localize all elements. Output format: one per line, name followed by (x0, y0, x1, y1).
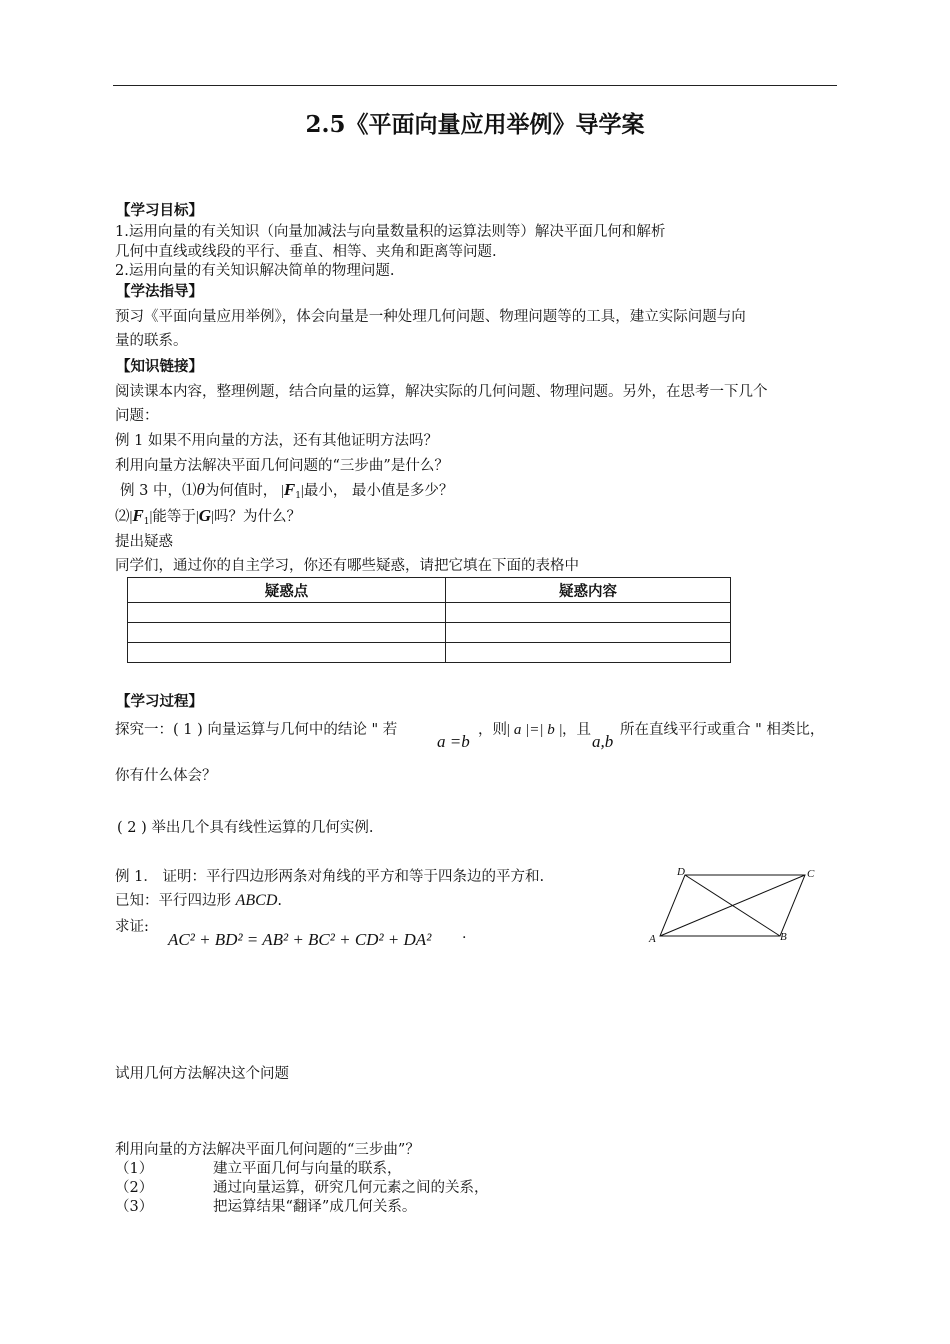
explore-1-then: ，则 (478, 722, 507, 738)
q3-pre: 例 3 中，⑴ (120, 483, 197, 499)
vectors-a-b: a,b (592, 732, 614, 751)
given (115, 891, 282, 911)
links-heading: 【知识链接】 (116, 358, 203, 375)
step-2-num: （2） (115, 1180, 154, 1196)
vertex-label-b: B (780, 931, 787, 943)
table-cell[interactable] (128, 603, 446, 623)
step-1-text: 建立平面几何与向量的联系， (213, 1161, 402, 1177)
goals-line-1a: 1.运用向量的有关知识（向量加减法与向量数量积的运算法则等）解决平面几何和解析 (115, 224, 666, 240)
geometric-method: 试用几何方法解决这个问题 (115, 1066, 289, 1082)
top-rule (113, 85, 837, 86)
given-abcd: ABCD (235, 892, 278, 909)
parallelogram-figure (640, 862, 830, 952)
table-cell[interactable] (446, 643, 731, 663)
question-3: 例 3 中，⑴θ为何值时， $|F_1|$最小， 最小值是多少？ (120, 480, 454, 501)
question-2: 利用向量方法解决平面几何问题的“三步曲”是什么？ (115, 458, 449, 474)
eq-a-equals-b: a =b (437, 732, 470, 751)
theta-symbol: θ (196, 480, 205, 499)
f1-symbol-2: F (132, 506, 144, 525)
method-heading: 【学法指导】 (116, 283, 203, 300)
goals-line-1b: 几何中直线或线段的平行、垂直、相等、夹角和距离等问题. (115, 244, 497, 260)
method-line-2: 量的联系。 (115, 333, 188, 349)
header-doubt-content: 疑惑内容 (446, 578, 731, 603)
table-row (128, 643, 731, 663)
example-1: 例 1． 证明：平行四边形两条对角线的平方和等于四条边的平方和. (115, 869, 545, 885)
f1-symbol: F (283, 480, 296, 499)
given-post: . (277, 893, 282, 909)
formula: AC² + BD² = AB² + BC² + CD² + DA² (168, 930, 432, 949)
explore-2: ( 2 ) 举出几个具有线性运算的几何实例. (117, 820, 374, 836)
doubt-intro: 同学们，通过你的自主学习，你还有哪些疑惑，请把它填在下面的表格中 (115, 558, 579, 574)
formula-dot: . (462, 926, 467, 942)
q4-mid: 能等于 (152, 509, 196, 525)
table-cell[interactable] (446, 603, 731, 623)
vertex-label-a: A (649, 933, 656, 945)
goals-heading: 【学习目标】 (116, 202, 203, 219)
links-line-1: 阅读课本内容，整理例题，结合向量的运算，解决实际的几何问题、物理问题。另外，在思考一下几个 (115, 384, 768, 400)
step-3-text: 把运算结果“翻译”成几何关系。 (213, 1199, 417, 1215)
given-pre: 已知：平行四边形 (115, 893, 236, 909)
q4-post: 吗？为什么？ (213, 509, 301, 525)
table-cell[interactable] (446, 623, 731, 643)
page-title: 2.5《平面向量应用举例》导学案 (305, 111, 645, 138)
q3-post: 最小， 最小值是多少？ (303, 483, 454, 499)
doubt-title: 提出疑惑 (115, 534, 173, 550)
explore-1-pre: 探究一：( 1 ) 向量运算与几何中的结论 " 若 (115, 722, 398, 738)
f1-subscript: 1 (295, 491, 301, 501)
process-heading: 【学习过程】 (116, 693, 203, 710)
step-3-num: （3） (115, 1199, 154, 1215)
abs-equality: | a |=| b | (506, 722, 563, 738)
table-row (128, 623, 731, 643)
diagonal-bd (685, 875, 780, 936)
q3-mid: 为何值时， (204, 483, 278, 499)
explore-1-post: 所在直线平行或重合 " 相类比， (620, 722, 825, 738)
links-line-2: 问题： (115, 408, 159, 424)
step-2-text: 通过向量运算，研究几何元素之间的关系， (213, 1180, 489, 1196)
method-line-1: 预习《平面向量应用举例》，体会向量是一种处理几何问题、物理问题等的工具，建立实际问题与向 (115, 309, 746, 325)
vertex-label-c: C (807, 868, 815, 880)
header-doubt-point: 疑惑点 (128, 578, 446, 603)
vertex-label-d: D (677, 866, 685, 878)
g-symbol: G (198, 506, 212, 525)
question-1: 例 1 如果不用向量的方法，还有其他证明方法吗？ (115, 433, 438, 449)
q4-pre: ⑵ (115, 509, 130, 525)
question-4: $⑵|F_1|$能等于|G|吗？为什么？ (115, 506, 301, 527)
explore-1-line-2: 你有什么体会？ (115, 768, 217, 784)
table-cell[interactable] (128, 623, 446, 643)
step-1-num: （1） (115, 1161, 154, 1177)
f1-subscript-2: 1 (143, 517, 150, 527)
goals-line-2: 2.运用向量的有关知识解决简单的物理问题. (115, 263, 395, 279)
doubt-table-header (128, 578, 731, 603)
table-cell[interactable] (128, 643, 446, 663)
table-row (128, 603, 731, 623)
steps-title: 利用向量的方法解决平面几何问题的“三步曲”？ (115, 1142, 420, 1158)
explore-1-and: ，且 (562, 722, 591, 738)
doubt-table (127, 577, 731, 663)
prove-label: 求证: (115, 919, 149, 935)
